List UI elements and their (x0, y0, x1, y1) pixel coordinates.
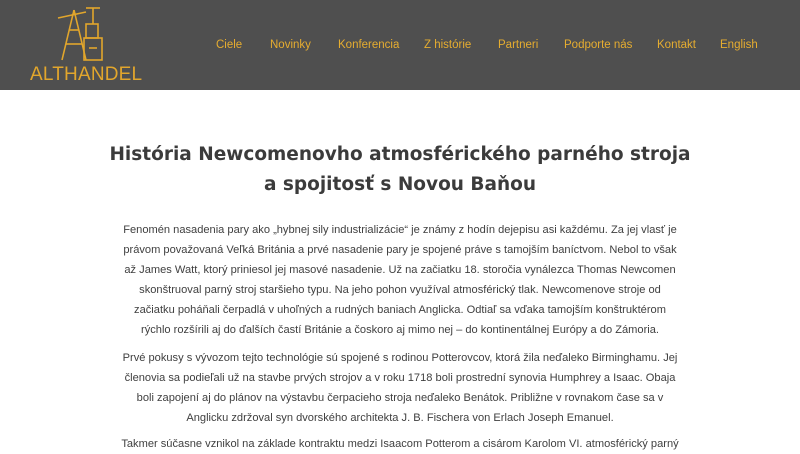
main-nav (0, 37, 800, 53)
paragraph-line: Prvé pokusy s vývozom tejto technológie sú spojené s rodinou Potterovcov, ktorá žila neďaleko Birminghamu. Jej (122, 352, 678, 364)
paragraph-line: až James Watt, ktorý priniesol jej masové nasadenie. Už na začiatku 18. storočia vynálezca Thomas Newcomen (124, 264, 676, 277)
article-content (0, 90, 800, 450)
paragraph-line: Takmer súčasne vznikol na základe kontraktu medzi Isaacom Potterom a cisárom Karolom VI. atmosférický parný (121, 438, 679, 450)
nav-item-podporte-nas[interactable]: Podporte nás (564, 39, 633, 51)
article-title-line: História Newcomenovho atmosférického parného stroja (109, 144, 691, 165)
nav-item-konferencia[interactable]: Konferencia (338, 39, 400, 51)
paragraph-line: Anglicku zdržoval syn dvorského architekta J. B. Fischera von Erlach Joseph Emanuel. (186, 412, 614, 425)
article-title-line: a spojitosť s Novou Baňou (263, 174, 537, 195)
paragraph-line: právom považovaná Veľká Británia a prvé nasadenie pary je spojené práve s tamojším baníctvom. Nebol to však (123, 244, 677, 257)
paragraph-line: boli zapojení aj do plánov na výstavbu čerpacieho stroja neďaleko Benátok. Približne v rovnakom čase sa v (136, 392, 664, 405)
paragraph-line: rýchlo rozšírili aj do ďalších častí Británie a čoskoro aj mimo nej – do kontinentálnej Európy a do Zámoria. (141, 324, 659, 337)
paragraph-line: skonštruoval parný stroj staršieho typu. Na jeho pohon využíval atmosférický tlak. Newcomenove stroje od (139, 284, 661, 297)
nav-item-ciele[interactable]: Ciele (216, 39, 243, 51)
nav-item-novinky[interactable]: Novinky (270, 39, 311, 51)
nav-item-z-historie[interactable]: Z histórie (424, 39, 472, 51)
nav-item-kontakt[interactable]: Kontakt (657, 39, 696, 51)
paragraph-line: členovia sa podieľali už na stavbe prvých strojov a v roku 1718 boli prostrední synovia Humphrey a Isaac. Obaja (124, 372, 676, 385)
article-title (100, 140, 700, 200)
article-paragraph (80, 348, 720, 428)
logo-wordmark: ALTHANDEL (30, 64, 143, 85)
paragraph-line: začiatku poháňali čerpadlá v uhoľných a rudných baniach Anglicka. Odtiaľ sa vďaka tamojším konštruktérom (134, 304, 666, 317)
site-header (0, 0, 800, 90)
article-paragraph (80, 434, 720, 454)
nav-item-english[interactable]: English (720, 39, 758, 51)
logo-tower-icon (56, 4, 106, 62)
paragraph-line: Fenomén nasadenia pary ako „hybnej sily industrializácie“ je známy z hodín dejepisu asi každému. Za jej vlasť je (123, 224, 677, 236)
article-paragraph (80, 220, 720, 341)
nav-item-partneri[interactable]: Partneri (498, 39, 539, 51)
